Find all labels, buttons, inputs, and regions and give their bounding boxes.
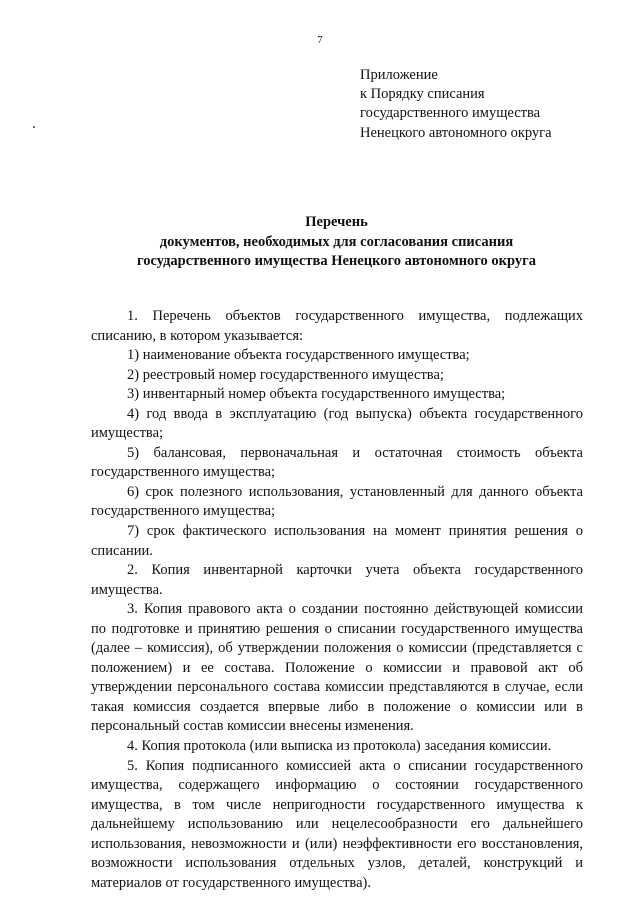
subitem-4: 4) год ввода в эксплуатацию (год выпуска) объекта государственного имущества; <box>91 405 583 442</box>
appendix-line: Приложение <box>360 67 438 83</box>
document-body <box>91 307 583 893</box>
document-title <box>60 213 613 272</box>
subitem-3: 3) инвентарный номер объекта государственного имущества; <box>127 386 506 403</box>
page-number: 7 <box>317 34 323 46</box>
subitem-5: 5) балансовая, первоначальная и остаточная стоимость объекта государственного имущества; <box>91 444 583 481</box>
paragraph-item-1: 1. Перечень объектов государственного имущества, подлежащих списанию, в котором указывается: <box>91 308 583 344</box>
title-line: Перечень <box>305 214 368 230</box>
subitem-6: 6) срок полезного использования, установленный для данного объекта государственного имущества; <box>91 483 583 520</box>
paragraph-item-4: 4. Копия протокола (или выписка из протокола) заседания комиссии. <box>127 738 552 755</box>
appendix-header <box>360 66 620 143</box>
title-line: документов, необходимых для согласования списания <box>159 233 514 250</box>
subitem-7: 7) срок фактического использования на момент принятия решения о списании. <box>91 523 583 559</box>
paragraph-item-2: 2. Копия инвентарной карточки учета объекта государственного имущества. <box>91 562 583 598</box>
title-line: государственного имущества Ненецкого автономного округа <box>137 253 536 269</box>
appendix-line: к Порядку списания <box>360 86 485 103</box>
scan-speck <box>33 126 35 128</box>
appendix-line: Ненецкого автономного округа <box>360 124 552 141</box>
paragraph-item-5: 5. Копия подписанного комиссией акта о списании государственного имущества, содержащего информацию о состоянии государственного имущества, в том числе непригодности государственного имущества к дальнейшему использованию или нецелесообразности его дальнейшего использования, невозможности и (или) неэффективности его восстановления, возможности использования отдельных узлов, деталей, конструкций и материалов от государственного имущества). <box>91 757 583 891</box>
appendix-line: государственного имущества <box>360 105 541 122</box>
subitem-2: 2) реестровый номер государственного имущества; <box>127 366 444 383</box>
paragraph-item-3: 3. Копия правового акта о создании постоянно действующей комиссии по подготовке и принятию решения о списании государственного имущества (далее – комиссия), об утверждении положения о комиссии (представляется с положением) и ее состава. Положение о комиссии и правовой акт об утверждении персонального состава комиссии представляются в случае, если такая комиссия создается впервые либо в положение о комиссии или в персональный состав комиссии внесены изменения. <box>91 601 583 735</box>
subitem-1: 1) наименование объекта государственного имущества; <box>127 347 470 364</box>
